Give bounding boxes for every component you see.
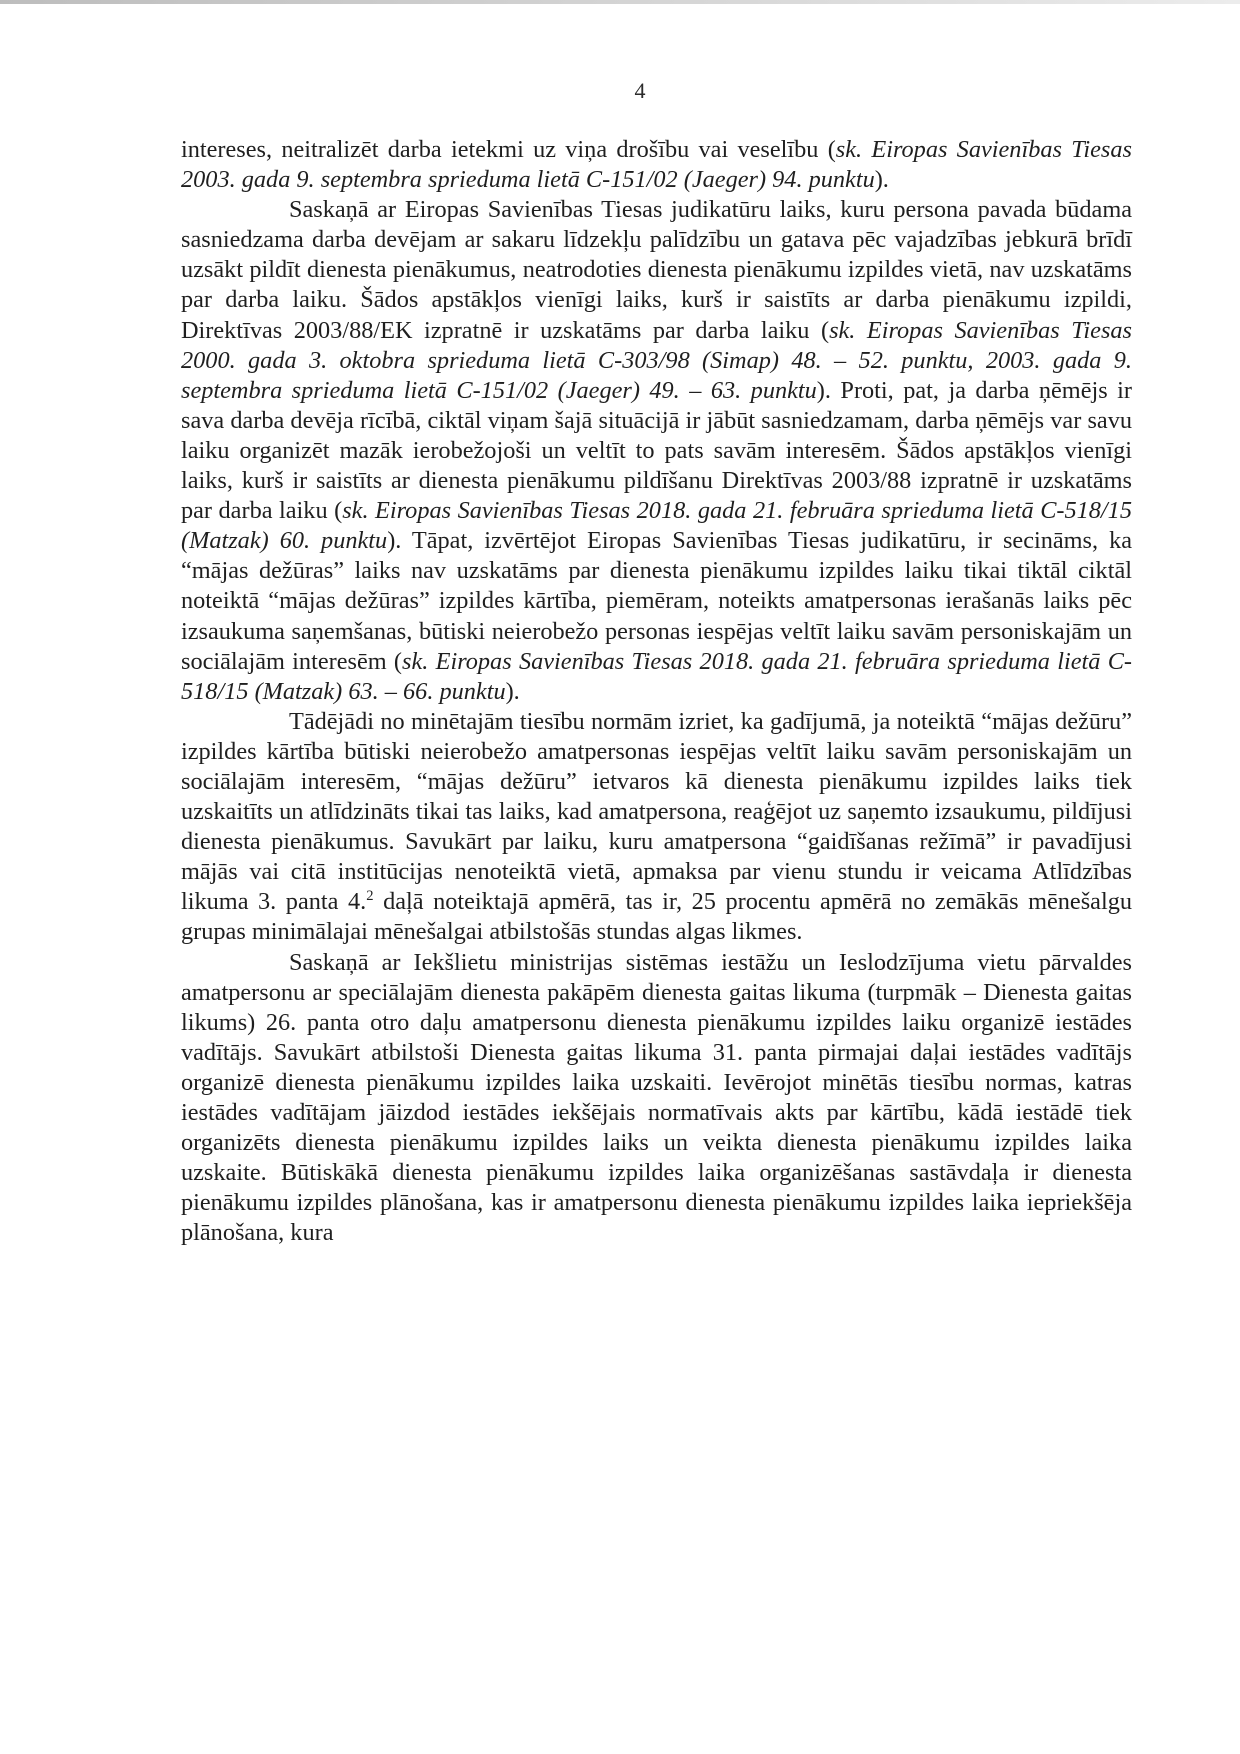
paragraph-text: ). Proti, pat, ja darba ņēmējs ir sava darba devēja rīcībā, ciktāl viņam šajā situācijā ir jābūt sasniedzamam, darba ņēmējs var savu laiku organizēt mazāk ierobežojoši un veltīt to pats savām interesēm. Šādos apstākļos vienīgi laiks, kurš ir saistīts ar dienesta pienākumu pildīšanu Direktīvas 2003/88 izpratnē ir uzskatāms par darba laiku (: [181, 376, 1132, 525]
document-body: [181, 135, 1132, 1248]
paragraph-text: Saskaņā ar Iekšlietu ministrijas sistēmas iestāžu un Ieslodzījuma vietu pārvaldes amatpersonu ar speciālajām dienesta pakāpēm dienesta gaitas likuma (turpmāk – Dienesta gaitas likums) 26. panta otro daļu amatpersonu dienesta pienākumu izpildes laiku organizē iestādes vadītājs. Savukārt atbilstoši Dienesta gaitas likuma 31. panta pirmajai daļai iestādes vadītājs organizē dienesta pienākumu izpildes laika uzskaiti. Ievērojot minētās tiesību normas, katras iestādes vadītājam jāizdod iestādes iekšējais normatīvais akts par kārtību, kādā iestādē tiek organizēts dienesta pienākumu izpildes laiks un veikta dienesta pienākumu izpildes laika uzskaite. Būtiskākā dienesta pienākumu izpildes laika organizēšanas sastāvdaļa ir dienesta pienākumu izpildes plānošana, kas ir amatpersonu dienesta pienākumu izpildes laika iepriekšēja plānošana, kura: [181, 948, 1132, 1247]
paragraph-4: [181, 948, 1132, 1249]
case-law-citation: sk. Eiropas Savienības Tiesas 2003. gada 9. septembra sprieduma lietā C-151/02 (Jaeger) 94. punktu: [181, 136, 1132, 194]
scan-top-edge: [0, 0, 1240, 4]
case-law-citation: sk. Eiropas Savienības Tiesas 2000. gada 3. oktobra sprieduma lietā C-303/98 (Simap) 48. – 52. punktu, 2003. gada 9. septembra sprieduma lietā C-151/02 (Jaeger) 49. – 63. punktu: [181, 316, 1132, 404]
case-law-citation: sk. Eiropas Savienības Tiesas 2018. gada 21. februāra sprieduma lietā C-518/15 (Matzak) 63. – 66. punktu: [181, 647, 1133, 705]
paragraph-text: intereses, neitralizēt darba ietekmi uz viņa drošību vai veselību (: [181, 136, 836, 163]
paragraph-text: Tādējādi no minētajām tiesību normām izriet, ka gadījumā, ja noteiktā “mājas dežūru” izpildes kārtība būtiski neierobežo amatpersonas iespējas veltīt laiku savām personiskajām un sociālajām interesēm, “mājas dežūru” ietvaros kā dienesta pienākumu izpildes laiks tiek uzskaitīts un atlīdzināts tikai tas laiks, kad amatpersona, reaģējot uz saņemto izsaukumu, pildījusi dienesta pienākumus. Savukārt par laiku, kuru amatpersona “gaidīšanas režīmā” ir pavadījusi mājās vai citā institūcijas nenoteiktā vietā, apmaksa par vienu stundu ir veicama Atlīdzības likuma 3. panta 4.: [181, 707, 1132, 916]
paragraph-text: Saskaņā ar Eiropas Savienības Tiesas judikatūru laiks, kuru persona pavada būdama sasniedzama darba devējam ar sakaru līdzekļu palīdzību un gatava pēc vajadzības jebkurā brīdī uzsākt pildīt dienesta pienākumus, neatrodoties dienesta pienākumu izpildes vietā, nav uzskatāms par darba laiku. Šādos apstākļos vienīgi laiks, kurš ir saistīts ar darba pienākumu izpildi, Direktīvas 2003/88/EK izpratnē ir uzskatāms par darba laiku (: [181, 196, 1132, 344]
paragraph-3: [181, 707, 1132, 948]
page-number: 4: [634, 78, 646, 103]
paragraph-text: ). Tāpat, izvērtējot Eiropas Savienības Tiesas judikatūru, ir secināms, ka “mājas dežūras” laiks nav uzskatāms par dienesta pienākumu izpildes laiku tikai tiktāl ciktāl noteiktā “mājas dežūras” izpildes kārtība, piemēram, noteikts amatpersonas ierašanās laiks pēc izsaukuma saņemšanas, būtiski neierobežo personas iespējas veltīt laiku savām personiskajām un sociālajām interesēm (: [181, 527, 1133, 675]
superscript-marker: 2: [366, 888, 374, 905]
paragraph-1: [181, 135, 1132, 195]
paragraph-text: ).: [505, 677, 520, 705]
paragraph-2: [181, 195, 1132, 707]
paragraph-text: daļā noteiktajā apmērā, tas ir, 25 procentu apmērā no zemākās mēnešalgu grupas minimālajai mēnešalgai atbilstošās stundas algas likmes.: [181, 888, 1133, 946]
case-law-citation: sk. Eiropas Savienības Tiesas 2018. gada 21. februāra sprieduma lietā C-518/15 (Matzak) 60. punktu: [181, 497, 1132, 555]
paragraph-text: ).: [874, 166, 889, 194]
